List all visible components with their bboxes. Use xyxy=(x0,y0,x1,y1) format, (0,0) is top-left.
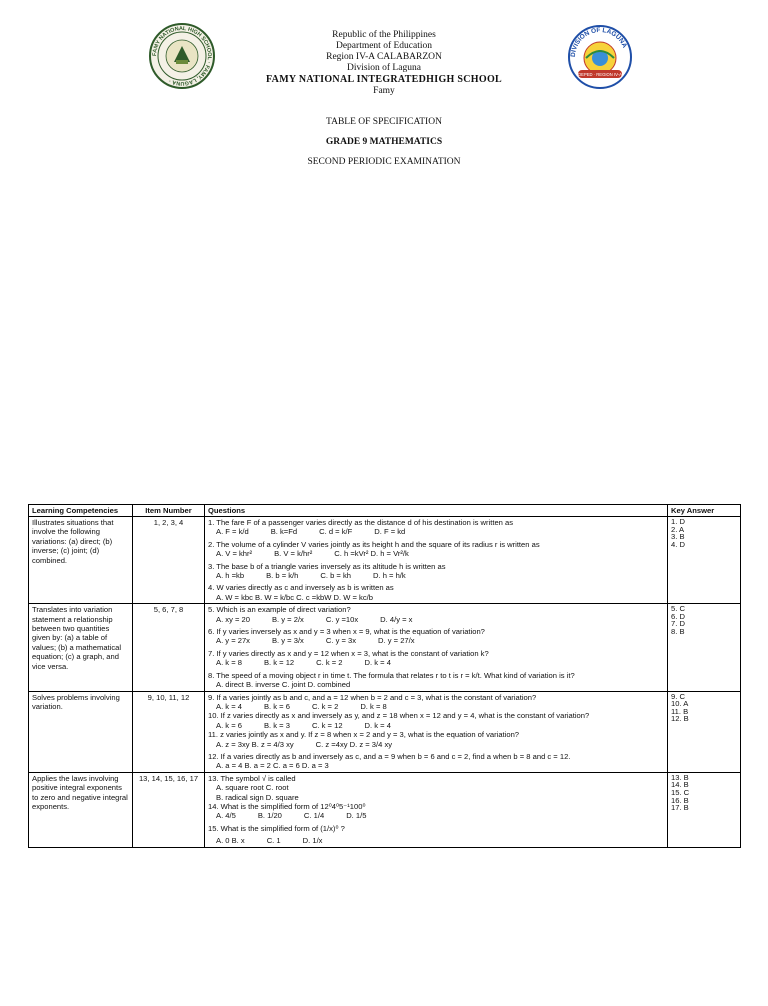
questions-cell xyxy=(205,772,668,847)
svg-text:FAMY NATIONAL HIGH SCHOOL · FA: FAMY NATIONAL HIGH SCHOOL · FAMY, LAGUNA · xyxy=(151,25,213,87)
header-learning-competencies: Learning Competencies xyxy=(29,505,133,517)
document-titles xyxy=(0,112,768,172)
title-grade: GRADE 9 MATHEMATICS xyxy=(325,137,443,147)
key-answer-cell: 13. B 14. B 15. C 16. B 17. B xyxy=(668,772,741,847)
key-answer-cell: 1. D 2. A 3. B 4. D xyxy=(668,517,741,604)
table-row xyxy=(29,517,741,604)
header-town: Famy xyxy=(373,86,395,96)
header-division: Division of Laguna xyxy=(347,63,421,73)
table-row xyxy=(29,604,741,691)
answer-options: A. xy = 20 B. y = 2/x C. y =10x D. 4/y = x xyxy=(216,614,413,624)
answer-options: A. direct B. inverse C. joint D. combined xyxy=(216,680,351,690)
question: 15. What is the simplified form of (1/x)⁰ ? xyxy=(208,823,345,833)
questions-cell xyxy=(205,604,668,691)
header-item-number: Item Number xyxy=(133,505,205,517)
specification-table xyxy=(28,504,741,848)
question: 6. If y varies inversely as x and y = 3 when x = 9, what is the equation of variation? xyxy=(208,627,485,637)
item-number-cell: 9, 10, 11, 12 xyxy=(133,691,205,772)
competency-cell: Illustrates situations that involve the following variations: (a) direct; (b) inverse; (c) joint; (d) combined. xyxy=(29,517,133,604)
question: 14. What is the simplified form of 12⁰4⁰5⁻¹100⁰ xyxy=(208,801,366,811)
key-answer-cell: 5. C 6. D 7. D 8. B xyxy=(668,604,741,691)
question: 13. The symbol √ is called xyxy=(208,773,296,783)
question: 4. W varies directly as c and inversely as b is written as xyxy=(208,583,394,593)
answer-options: A. k = 6 B. k = 3 C. k = 12 D. k = 4 xyxy=(216,720,391,730)
questions-cell xyxy=(205,691,668,772)
header-republic: Republic of the Philippines xyxy=(332,30,436,40)
answer-options: A. F = k/d B. k=Fd C. d = k/F D. F = kd xyxy=(216,527,406,537)
answer-options: A. 0 B. x C. 1 D. 1/x xyxy=(216,836,323,846)
header-department: Department of Education xyxy=(335,41,433,51)
answer-options: A. z = 3xy B. z = 4/3 xy C. z =4xy D. z = 3/4 xy xyxy=(216,739,393,749)
competency-cell: Applies the laws involving positive integral exponents to zero and negative integral exponents. xyxy=(29,772,133,847)
title-exam: SECOND PERIODIC EXAMINATION xyxy=(307,157,461,167)
answer-options: A. k = 8 B. k = 12 C. k = 2 D. k = 4 xyxy=(216,658,391,668)
question: 11. z varies jointly as x and y. If z = 8 when x = 2 and y = 3, what is the equation of variation? xyxy=(208,730,520,740)
document-header xyxy=(0,30,768,97)
item-number-cell: 5, 6, 7, 8 xyxy=(133,604,205,691)
answer-options: A. W = kbc B. W = k/bc C. c =kbW D. W = kc/b xyxy=(216,592,373,602)
answer-options: A. 4/5 B. 1/20 C. 1/4 D. 1/5 xyxy=(216,811,367,821)
header-school-name: FAMY NATIONAL INTEGRATEDHIGH SCHOOL xyxy=(266,74,502,85)
answer-options: A. h =kb B. b = k/h C. b = kh D. h = h/k xyxy=(216,571,406,581)
table-row xyxy=(29,772,741,847)
table-row xyxy=(29,691,741,772)
title-table-of-specification: TABLE OF SPECIFICATION xyxy=(326,117,442,127)
question: 3. The base b of a triangle varies inversely as its altitude h is written as xyxy=(208,561,446,571)
answer-options: B. radical sign D. square xyxy=(216,792,299,802)
question: 10. If z varies directly as x and inversely as y, and z = 18 when x = 12 and y = 4, what is the constant of variation? xyxy=(208,711,590,721)
header-region: Region IV-A CALABARZON xyxy=(326,52,442,62)
question: 5. Which is an example of direct variation? xyxy=(208,605,351,615)
question: 9. If a varies jointly as b and c, and a = 12 when b = 2 and c = 3, what is the constant of variation? xyxy=(208,692,537,702)
question: 1. The fare F of a passenger varies directly as the distance d of his destination is written as xyxy=(208,518,514,527)
answer-options: A. square root C. root xyxy=(216,783,289,793)
key-answer-cell: 9. C 10. A 11. B 12. B xyxy=(668,691,741,772)
answer-options: A. V = khr² B. V = k/hr² C. h =kVr² D. h = Vr²/k xyxy=(216,549,409,559)
question: 8. The speed of a moving object r in time t. The formula that relates r to t is r = k/t. What kind of variation is it? xyxy=(208,670,575,680)
svg-text:DEPED · REGION IV-A: DEPED · REGION IV-A xyxy=(578,72,622,77)
answer-options: A. a = 4 B. a = 2 C. a = 6 D. a = 3 xyxy=(216,761,329,771)
header-questions: Questions xyxy=(205,505,668,517)
header-key-answer: Key Answer xyxy=(668,505,741,517)
table-header-row xyxy=(29,505,741,517)
questions-cell xyxy=(205,517,668,604)
item-number-cell: 13, 14, 15, 16, 17 xyxy=(133,772,205,847)
competency-cell: Solves problems involving variation. xyxy=(29,691,133,772)
item-number-cell: 1, 2, 3, 4 xyxy=(133,517,205,604)
question: 7. If y varies directly as x and y = 12 when x = 3, what is the constant of variation k? xyxy=(208,648,489,658)
question: 12. If a varies directly as b and inversely as c, and a = 9 when b = 6 and c = 2, find a when b = 8 and c = 12. xyxy=(208,751,571,761)
svg-text:DIVISION OF LAGUNA: DIVISION OF LAGUNA xyxy=(569,26,629,58)
question: 2. The volume of a cylinder V varies jointly as its height h and the square of its radius r is written as xyxy=(208,539,540,549)
answer-options: A. y = 27x B. y = 3/x C. y = 3x D. y = 27/x xyxy=(216,636,415,646)
answer-options: A. k = 4 B. k = 6 C. k = 2 D. k = 8 xyxy=(216,701,387,711)
competency-cell: Translates into variation statement a relationship between two quantities given by: (a) a table of values; (b) a mathematical equation; (c) a graph, and vice versa. xyxy=(29,604,133,691)
